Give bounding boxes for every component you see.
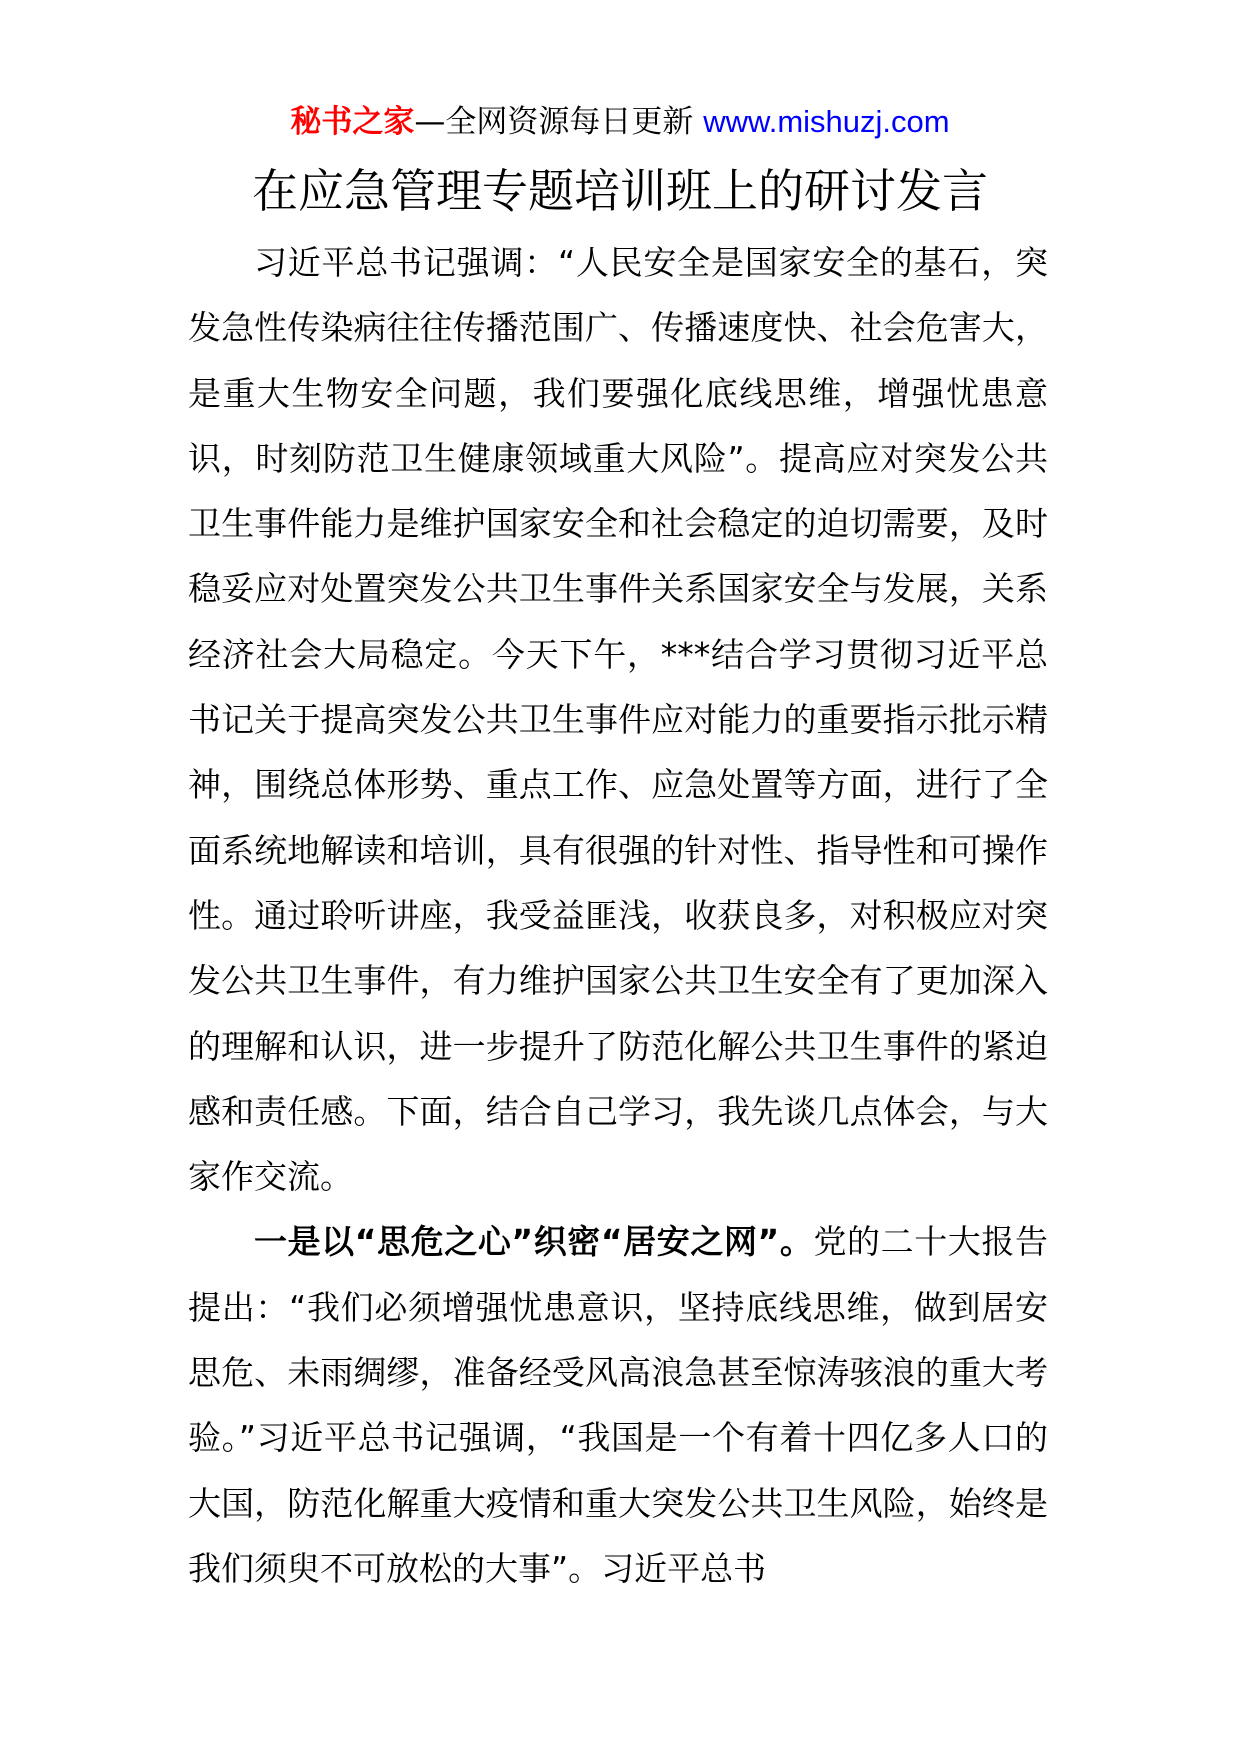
site-url-link[interactable]: www.mishuzj.com [703, 104, 950, 139]
paragraph-text: 习近平总书记强调：“人民安全是国家安全的基石，突发急性传染病往往传播范围广、传播速度快、社会危害大，是重大生物安全问题，我们要强化底线思维，增强忧患意识，时刻防范卫生健康领域重大风险”。提高应对突发公共卫生事件能力是维护国家安全和社会稳定的迫切需要，及时稳妥应对处置突发公共卫生事件关系国家安全与发展，关系经济社会大局稳定。今天下午，***结合学习贯彻习近平总书记关于提高突发公共卫生事件应对能力的重要指示批示精神，围绕总体形势、重点工作、应急处置等方面，进行了全面系统地解读和培训，具有很强的针对性、指导性和可操作性。通过聆听讲座，我受益匪浅，收获良多，对积极应对突发公共卫生事件，有力维护国家公共卫生安全有了更加深入的理解和认识，进一步提升了防范化解公共卫生事件的紧迫感和责任感。下面，结合自己学习，我先谈几点体会，与大家作交流。 [188, 243, 1048, 1197]
paragraph-lead: 一是以“思危之心”织密“居安之网”。 [254, 1222, 814, 1262]
site-header [0, 100, 1240, 144]
document-title: 在应急管理专题培训班上的研讨发言 [252, 164, 988, 218]
paragraph-intro [188, 230, 1048, 1209]
paragraph-text: 党的二十大报告提出：“我们必须增强忧患意识，坚持底线思维，做到居安思危、未雨绸缪，准备经受风高浪急甚至惊涛骇浪的重大考验。”习近平总书记强调，“我国是一个有着十四亿多人口的大国，防范化解重大疫情和重大突发公共卫生风险，始终是我们须臾不可放松的大事”。习近平总书 [188, 1222, 1048, 1588]
document-body [188, 230, 1048, 1601]
brand-name: 秘书之家 [290, 104, 415, 140]
header-slogan: —全网资源每日更新 [414, 104, 704, 140]
paragraph-point-one [188, 1209, 1048, 1601]
